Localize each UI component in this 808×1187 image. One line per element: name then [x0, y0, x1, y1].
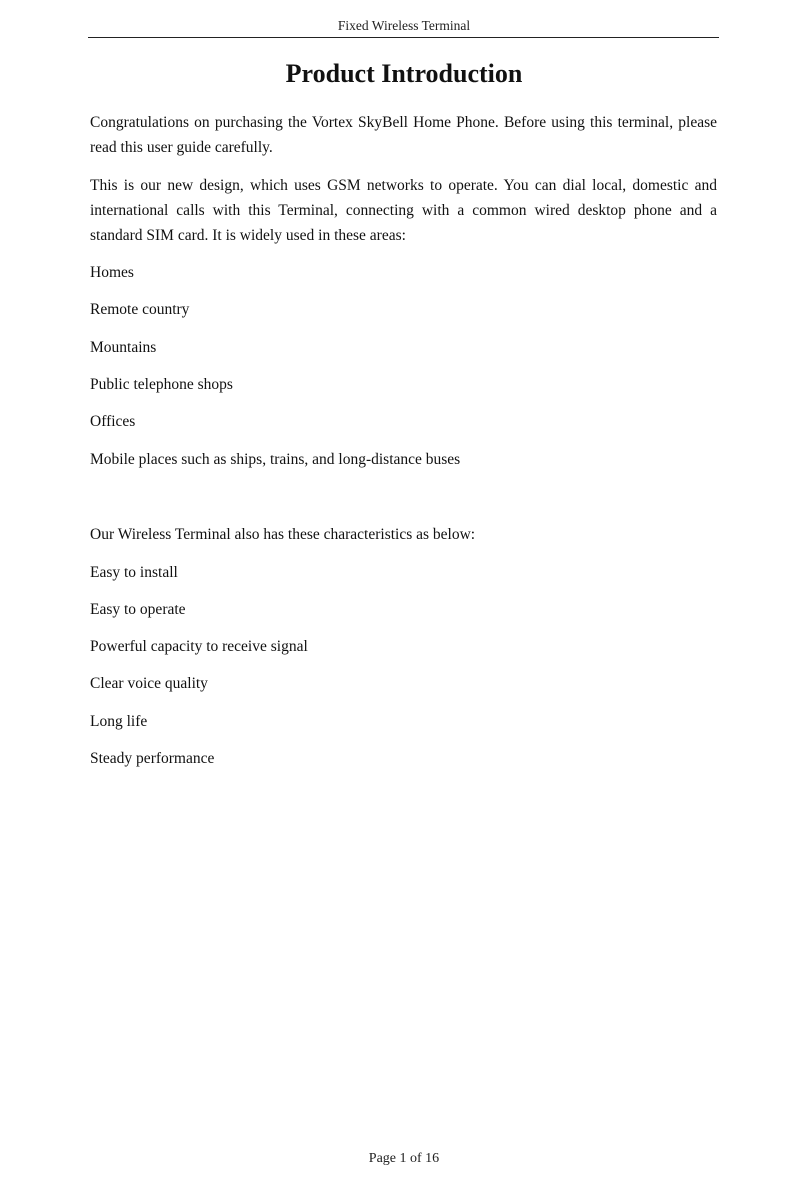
list-item: Powerful capacity to receive signal: [90, 638, 308, 655]
list-item: Homes: [90, 264, 134, 281]
description-paragraph: This is our new design, which uses GSM networks to operate. You can dial local, domestic and international calls with this Terminal, connecting with a common wired desktop phone and a standard SIM card. It is widely used in these areas:: [90, 177, 717, 244]
list-item: Easy to operate: [90, 601, 186, 618]
list-item: Long life: [90, 713, 148, 730]
running-header: Fixed Wireless Terminal: [337, 18, 471, 33]
list-item: Mobile places such as ships, trains, and long-distance buses: [90, 451, 461, 468]
list-item: Public telephone shops: [90, 376, 233, 393]
intro-paragraph: Congratulations on purchasing the Vortex SkyBell Home Phone. Before using this terminal, please read this user guide carefully.: [90, 114, 717, 156]
list-item: Offices: [90, 413, 136, 430]
list-item: Clear voice quality: [90, 675, 208, 692]
list-item: Easy to install: [90, 564, 178, 581]
characteristics-intro: Our Wireless Terminal also has these characteristics as below:: [90, 526, 476, 543]
list-item: Mountains: [90, 339, 157, 356]
page-number: Page 1 of 16: [368, 1151, 440, 1166]
header-divider: [88, 37, 719, 38]
page-title: Product Introduction: [285, 59, 523, 88]
list-item: Steady performance: [90, 750, 215, 767]
list-item: Remote country: [90, 301, 190, 318]
